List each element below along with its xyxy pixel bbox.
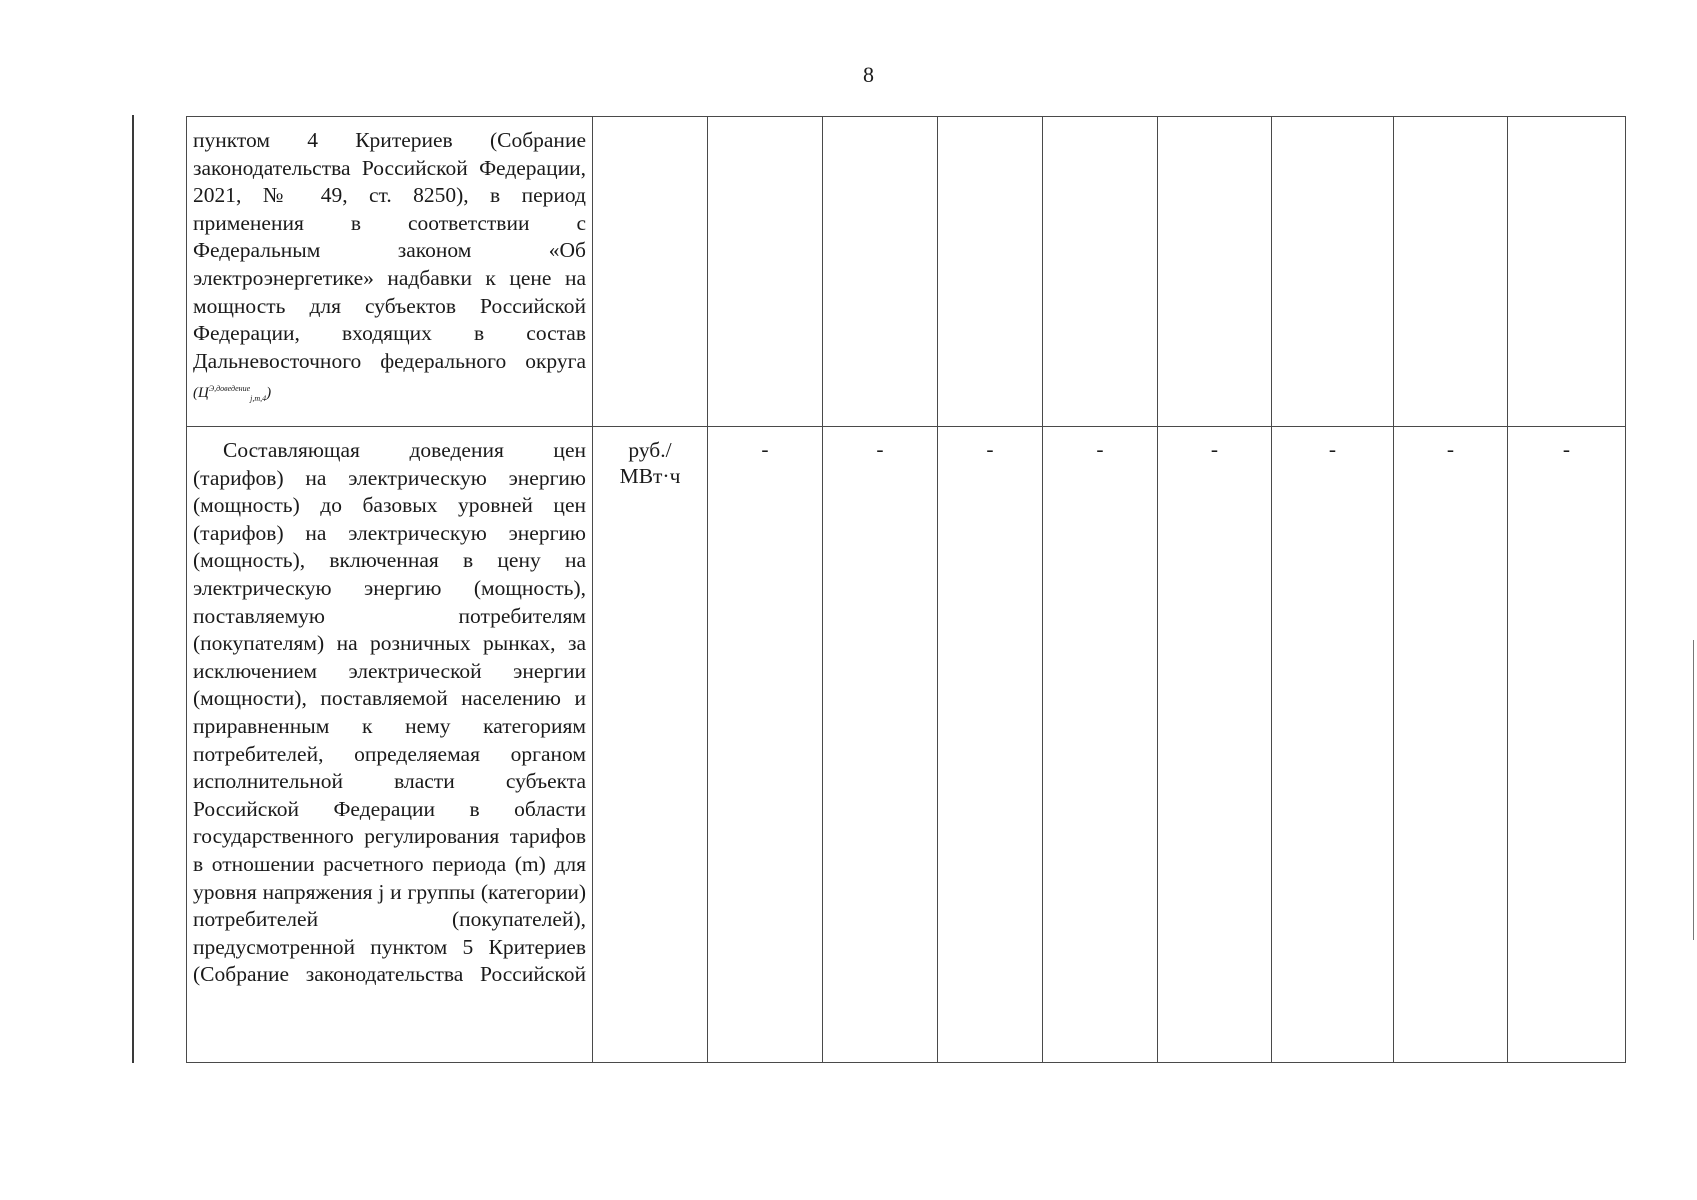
value-text: - [876,437,884,461]
value-text: - [761,437,769,461]
table-row [187,427,1626,1063]
value-text: - [1210,437,1219,461]
unit-cell [593,427,708,1063]
value-text [1394,117,1507,127]
value-text [1043,117,1157,127]
value-text: - [1096,437,1104,461]
value-cell [708,427,823,1063]
value-cell [1272,427,1394,1063]
value-cell [1508,427,1626,1063]
value-text [938,117,1042,127]
binding-margin-line [132,115,134,1063]
value-text [1272,117,1393,127]
table-row [187,117,1626,427]
value-text [1508,117,1625,127]
formula-base: (Ц [193,385,209,402]
value-text [708,117,822,127]
formula-close: ) [266,385,272,402]
unit-text [593,117,707,127]
scan-edge-mark [1693,640,1694,940]
value-cell [1158,117,1272,427]
value-text [1158,117,1271,127]
value-cell [938,427,1043,1063]
description-cell [187,117,593,427]
price-formula [193,384,272,404]
value-text: - [1562,437,1571,461]
value-cell [1043,427,1158,1063]
value-cell [708,117,823,427]
value-text: - [986,437,994,461]
tariff-table [186,116,1626,1063]
value-cell [1508,117,1626,427]
value-text [823,117,937,127]
description-text-body: Составляющая доведения цен (тарифов) на электрическую энергию (мощность) до базовых уровней цен (тарифов) на электрическую энергию (мощность), включенная в цену на электрическую энергию (мощность), поставляемую потребителям (покупателям) на розничных рынках, за исключением электрической энергии (мощности), поставляемой населению и приравненным к нему категориям потребителей, определяемая органом исполнительной власти субъекта Российской Федерации в области государственного регулирования тарифов в отношении расчетного периода (m) для уровня напряжения j и группы (категории) потребителей (покупателей), предусмотренной пунктом 5 Критериев (Собрание законодательства Российской [193,438,586,987]
value-cell [1394,427,1508,1063]
unit-cell [593,117,708,427]
value-cell [1043,117,1158,427]
value-cell [1158,427,1272,1063]
formula-subscript: j,m,4 [250,394,267,404]
unit-line: МВт·ч [619,464,681,488]
description-text-body: пунктом 4 Критериев (Собрание законодательства Российской Федерации, 2021, № 49, ст. 8250), в период применения в соответствии с Федеральным законом «Об электроэнергетике» надбавки к цене на мощность для субъектов Российской Федерации, входящих в состав Дальневосточного федерального округа [193,128,586,373]
value-text: - [1328,437,1337,461]
value-cell [1394,117,1508,427]
value-cell [1272,117,1394,427]
unit-text [593,427,707,489]
description-cell [187,427,593,1063]
value-cell [823,427,938,1063]
description-text [187,117,592,413]
description-text [187,427,592,989]
formula-superscript: Э,доведение [208,384,251,394]
value-text: - [1446,437,1455,461]
value-cell [938,117,1043,427]
value-cell [823,117,938,427]
unit-line: руб./ [628,438,672,462]
page-number: 8 [863,62,874,87]
